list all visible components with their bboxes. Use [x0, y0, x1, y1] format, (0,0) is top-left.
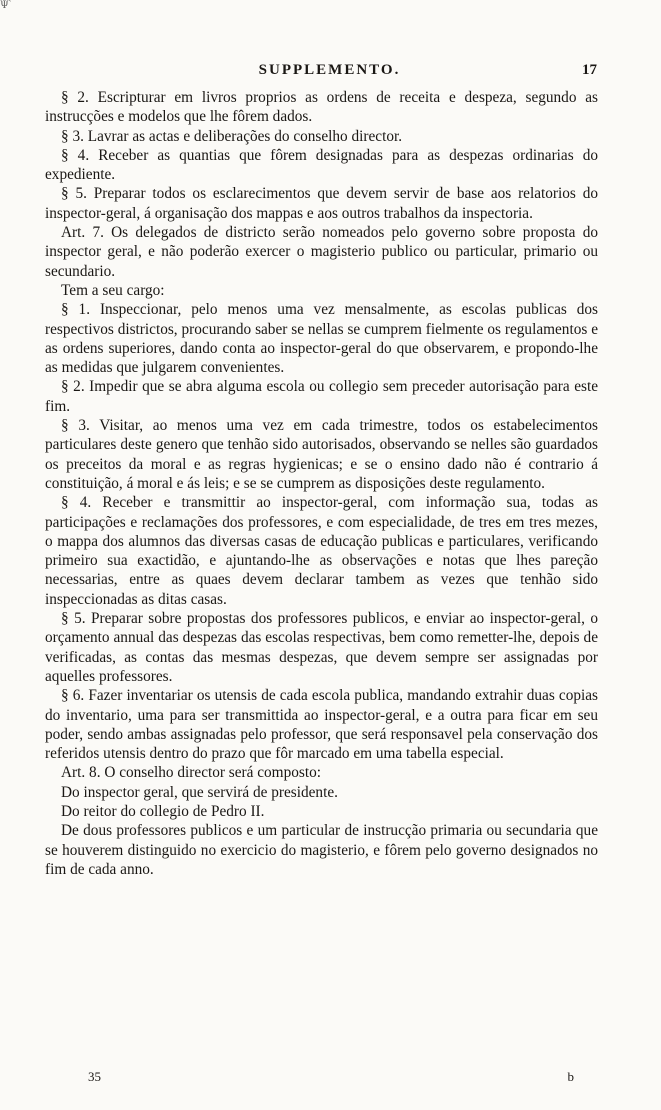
page-header [62, 62, 597, 82]
signature-mark-left: 35 [88, 1069, 101, 1084]
page-footer [88, 1069, 596, 1087]
running-title: SUPPLEMENTO. [258, 62, 401, 78]
paragraph-tem-a-seu-cargo: Tem a seu cargo: [61, 281, 165, 299]
paragraph-art7-section-3: § 3. Visitar, ao menos uma vez em cada trimestre, todos os estabelecimentos particulares deste genero que tenhão sido autorisados, observando se nelles são guardados os preceitos da moral e as regras hygienicas; e se o ensino dado não é contrario á constituição, á moral e ás leis; e se se cumprem as disposições deste regulamento. [45, 417, 598, 492]
paragraph-section-2: § 2. Escripturar em livros proprios as ordens de receita e despeza, segundo as instrucções e modelos que lhe fôrem dados. [45, 89, 598, 126]
page-number: 17 [582, 62, 597, 78]
corner-mark: Ψ` [0, 0, 12, 11]
paragraph-art-8: Art. 8. O conselho director será composto: [61, 764, 321, 782]
paragraph-section-3: § 3. Lavrar as actas e deliberações do conselho director. [61, 127, 403, 145]
paragraph-art-7: Art. 7. Os delegados de districto serão nomeados pelo governo sobre proposta do inspector geral, e não poderão exercer o magisterio publico ou particular, primario ou secundario. [45, 224, 598, 280]
body-text [45, 88, 598, 879]
paragraph-art7-section-6: § 6. Fazer inventariar os utensis de cada escola publica, mandando extrahir duas copias do inventario, uma para ser transmittida ao inspector-geral, e a outra para ficar em seu poder, sendo ambas assignadas pelo professor, que será responsavel pela conservação dos referidos utensis dentro do prazo que fôr marcado em uma tabella especial. [45, 687, 598, 763]
paragraph-art7-section-2: § 2. Impedir que se abra alguma escola ou collegio sem preceder autorisação para este fim. [45, 378, 598, 415]
signature-mark-right: b [567, 1069, 574, 1084]
paragraph-art7-section-1: § 1. Inspeccionar, pelo menos uma vez mensalmente, as escolas publicas dos respectivos districtos, procurando saber se nellas se cumprem fielmente os regulamentos e as ordens superiores, dando conta ao inspector-geral do que observarem, e propondo-lhe as medidas que julgarem convenientes. [45, 301, 598, 377]
paragraph-art7-section-5: § 5. Preparar sobre propostas dos professores publicos, e enviar ao inspector-geral, o orçamento annual das despezas das escolas respectivas, bem como remetter-lhe, depois de verificadas, as contas das mesmas despezas, que devem sempre ser assignadas por aquelles professores. [45, 610, 598, 685]
paragraph-reitor: Do reitor do collegio de Pedro II. [61, 802, 265, 820]
paragraph-professores: De dous professores publicos e um particular de instrucção primaria ou secundaria que se houverem distinguido no exercicio do magisterio, e fôrem pelo governo designados no fim de cada anno. [45, 822, 598, 878]
paragraph-art7-section-4: § 4. Receber e transmittir ao inspector-geral, com informação sua, todas as participações e reclamações dos professores, e com especialidade, de tres em tres mezes, o mappa dos alumnos das diversas casas de educação publicas e particulares, verificando primeiro sua exactidão, e ajuntando-lhe as observações e notas que lhes pareção necessarias, entre as quaes devem declarar tambem as vezes que tenhão sido inspeccionadas as ditas casas. [45, 494, 598, 608]
paragraph-inspector-geral: Do inspector geral, que servirá de presidente. [61, 783, 338, 801]
paragraph-section-4: § 4. Receber as quantias que fôrem designadas para as despezas ordinarias do expediente. [45, 146, 598, 184]
paragraph-section-5: § 5. Preparar todos os esclarecimentos que devem servir de base aos relatorios do inspector-geral, á organisação dos mappas e aos outros trabalhos da inspectoria. [45, 185, 598, 222]
